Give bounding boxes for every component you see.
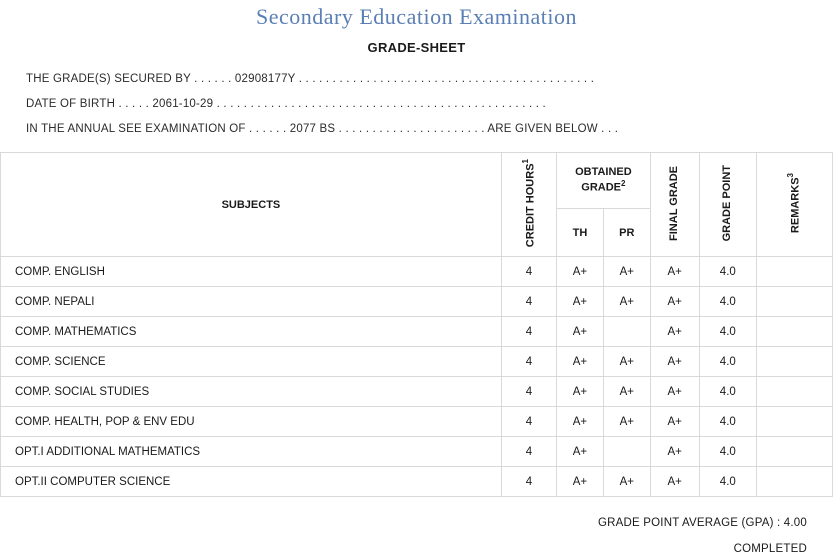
grades-table: [0, 152, 833, 497]
cell-final: A+: [650, 257, 699, 287]
column-header-credit-hours: CREDIT HOURS$^1$: [501, 153, 556, 257]
cell-credit: 4: [501, 377, 556, 407]
cell-pr: A+: [603, 347, 650, 377]
cell-grade-point: 4.0: [699, 407, 756, 437]
page-subtitle: GRADE-SHEET: [367, 40, 466, 55]
info-line-date-of-birth: DATE OF BIRTH . . . . . 2061-10-29 . . . . . . . . . . . . . . . . . . . . . . . . . . . . . . . . . . . . . . . . . . . . . . . . .: [26, 98, 546, 110]
cell-grade-point: 4.0: [699, 377, 756, 407]
grades-table-head: [1, 153, 833, 257]
cell-pr: A+: [603, 407, 650, 437]
cell-subject: COMP. SOCIAL STUDIES: [1, 377, 502, 407]
cell-th: A+: [557, 287, 604, 317]
page-title: Secondary Education Examination: [256, 4, 577, 29]
table-row: [1, 377, 833, 407]
cell-credit: 4: [501, 347, 556, 377]
table-row: [1, 257, 833, 287]
cell-subject: COMP. MATHEMATICS: [1, 317, 502, 347]
cell-final: A+: [650, 437, 699, 467]
column-header-final-grade: FINAL GRADE: [650, 153, 699, 257]
student-info-block: [0, 73, 833, 135]
cell-pr: [603, 437, 650, 467]
cell-subject: COMP. SCIENCE: [1, 347, 502, 377]
cell-th: A+: [557, 257, 604, 287]
cell-grade-point: 4.0: [699, 347, 756, 377]
info-line-examination: IN THE ANNUAL SEE EXAMINATION OF . . . . . . 2077 BS . . . . . . . . . . . . . . . . . . . . . . ARE GIVEN BELOW . . .: [26, 123, 619, 135]
cell-pr: A+: [603, 257, 650, 287]
cell-final: A+: [650, 287, 699, 317]
table-header-row-primary: [1, 153, 833, 209]
cell-final: A+: [650, 407, 699, 437]
cell-grade-point: 4.0: [699, 467, 756, 497]
cell-final: A+: [650, 377, 699, 407]
cell-grade-point: 4.0: [699, 437, 756, 467]
gpa-value: GRADE POINT AVERAGE (GPA) : 4.00: [598, 517, 807, 530]
cell-remarks: [756, 437, 832, 467]
cell-pr: [603, 317, 650, 347]
cell-subject: COMP. HEALTH, POP & ENV EDU: [1, 407, 502, 437]
cell-final: A+: [650, 467, 699, 497]
cell-th: A+: [557, 437, 604, 467]
table-row: [1, 467, 833, 497]
table-row: [1, 317, 833, 347]
cell-credit: 4: [501, 317, 556, 347]
cell-credit: 4: [501, 437, 556, 467]
table-row: [1, 407, 833, 437]
cell-subject: OPT.II COMPUTER SCIENCE: [1, 467, 502, 497]
cell-remarks: [756, 347, 832, 377]
cell-subject: COMP. NEPALI: [1, 287, 502, 317]
cell-final: A+: [650, 317, 699, 347]
table-row: [1, 437, 833, 467]
cell-pr: A+: [603, 377, 650, 407]
cell-credit: 4: [501, 467, 556, 497]
table-row: [1, 347, 833, 377]
column-header-obtained-grade: OBTAINED GRADE$^2$: [557, 153, 651, 209]
cell-remarks: [756, 317, 832, 347]
cell-th: A+: [557, 467, 604, 497]
cell-th: A+: [557, 377, 604, 407]
table-row: [1, 287, 833, 317]
cell-th: A+: [557, 407, 604, 437]
column-header-grade-point: GRADE POINT: [699, 153, 756, 257]
grades-table-body: [1, 257, 833, 497]
info-line-grades-secured-by: THE GRADE(S) SECURED BY . . . . . . 02908177Y . . . . . . . . . . . . . . . . . . . . . . . . . . . . . . . . . . . . . . . . . . . .: [26, 73, 595, 85]
footer-block: [0, 517, 833, 555]
cell-grade-point: 4.0: [699, 257, 756, 287]
cell-pr: A+: [603, 287, 650, 317]
column-header-practical: PR: [603, 209, 650, 257]
cell-remarks: [756, 287, 832, 317]
status-badge: COMPLETED: [733, 543, 807, 555]
cell-grade-point: 4.0: [699, 317, 756, 347]
cell-credit: 4: [501, 257, 556, 287]
cell-pr: A+: [603, 467, 650, 497]
column-header-subjects: SUBJECTS: [1, 153, 502, 257]
cell-th: A+: [557, 347, 604, 377]
cell-credit: 4: [501, 287, 556, 317]
cell-final: A+: [650, 347, 699, 377]
column-header-remarks: REMARKS$^3$: [756, 153, 832, 257]
cell-remarks: [756, 257, 832, 287]
cell-credit: 4: [501, 407, 556, 437]
cell-th: A+: [557, 317, 604, 347]
column-header-theory: TH: [557, 209, 604, 257]
cell-remarks: [756, 467, 832, 497]
cell-remarks: [756, 407, 832, 437]
cell-grade-point: 4.0: [699, 287, 756, 317]
cell-subject: COMP. ENGLISH: [1, 257, 502, 287]
cell-subject: OPT.I ADDITIONAL MATHEMATICS: [1, 437, 502, 467]
cell-remarks: [756, 377, 832, 407]
